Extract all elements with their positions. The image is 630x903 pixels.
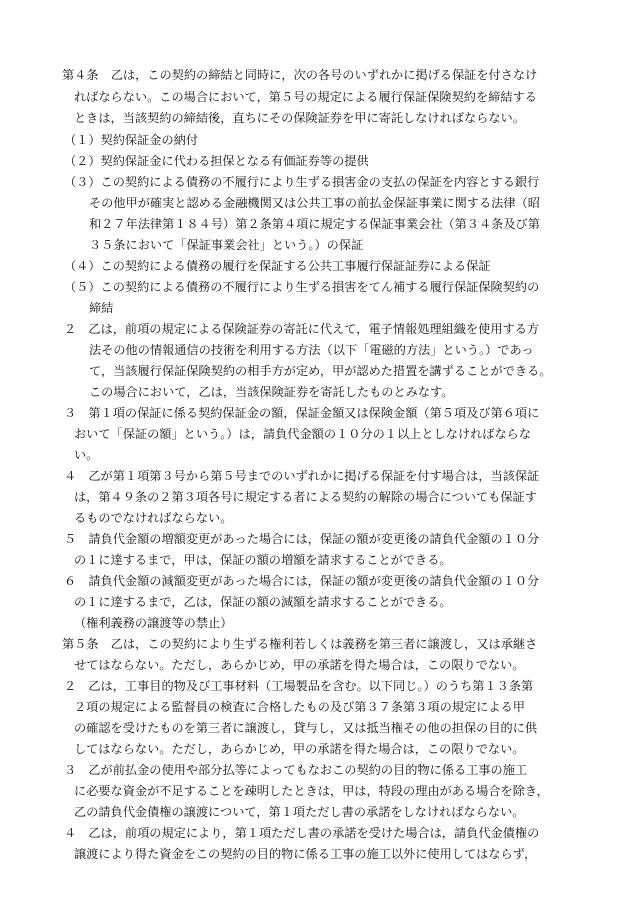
article-5-heading-line: 第５条 乙は，この契約により生ずる権利若しくは義務を第三者に譲渡し，又は承継さ: [62, 637, 538, 651]
text-line: て，当該履行保証保険契約の相手方が定め，甲が認めた措置を講ずることができる。: [89, 364, 552, 378]
text-line: 締結: [89, 301, 114, 315]
paragraph-3-line: ３ 乙が前払金の使用や部分払等によってもなおこの契約の目的物に係る工事の施工: [64, 763, 528, 777]
paragraph-2-line: ２ 乙は，工事目的物及び工事材料（工場製品を含む。以下同じ。）のうち第１３条第: [64, 679, 534, 693]
paragraph-3-line: ３ 第１項の保証に係る契約保証金の額，保証金額又は保険金額（第５項及び第６項に: [64, 406, 540, 420]
list-item-4: （４）この契約による債務の履行を保証する公共工事履行保証証券による保証: [64, 259, 491, 273]
paragraph-4-line: ４ 乙は，前項の規定により，第１項ただし書の承諾を受けた場合は，請負代金債権の: [64, 826, 540, 840]
text-line: ２項の規定による監督員の検査に合格したもの及び第３７条第３項の規定による甲: [74, 700, 525, 714]
paragraph-5-line: ５ 請負代金額の増額変更があった場合には，保証の額が変更後の請負代金額の１０分: [64, 532, 540, 546]
list-item-3: （３）この契約による債務の不履行により生ずる損害金の支払の保証を内容とする銀行: [64, 175, 540, 189]
article-4-heading-line: 第４条 乙は，この契約の締結と同時に，次の各号のいずれかに掲げる保証を付さなけ: [62, 68, 538, 82]
paragraph-4-line: ４ 乙が第１項第３号から第５号までのいずれかに掲げる保証を付す場合は，当該保証: [64, 469, 540, 483]
text-line: せてはならない。ただし，あらかじめ，甲の承諾を得た場合は，この限りでない。: [74, 658, 525, 672]
text-line: 和２７年法律第１８４号）第２条第４項に規定する保証事業会社（第３４条及び第: [89, 217, 540, 231]
text-line: に必要な資金が不足することを疎明したときは，甲は，特段の理由がある場合を除き，: [74, 784, 549, 798]
text-line: ときは，当該契約の締結後，直ちにその保険証券を甲に寄託しなければならない。: [74, 111, 525, 125]
text-line: い。: [74, 448, 99, 462]
text-line: 乙の請負代金債権の譲渡について，第１項ただし書の承諾をしなければならない。: [74, 805, 525, 819]
text-line: 譲渡により得た資金をこの契約の目的物に係る工事の施工以外に使用してはならず，: [74, 847, 537, 861]
text-line: ればならない。この場合において，第５号の規定による履行保証保険契約を締結する: [74, 90, 537, 104]
text-line: の確認を受けたものを第三者に譲渡し，貸与し，又は抵当権その他の担保の目的に供: [74, 721, 538, 735]
article-5-caption: （権利義務の譲渡等の禁止）: [74, 616, 233, 630]
text-line: は，第４９条の２第３項各号に規定する者による契約の解除の場合についても保証す: [74, 490, 537, 504]
text-line: その他甲が確実と認める金融機関又は公共工事の前払金保証事業に関する法律（昭: [89, 196, 540, 210]
text-line: この場合において，乙は，当該保険証券を寄託したものとみなす。: [89, 385, 454, 399]
text-line: の１に達するまで，乙は，保証の額の減額を請求することができる。: [74, 595, 452, 609]
text-line: ３５条において「保証事業会社」という。）の保証: [89, 238, 364, 252]
list-item-5: （５）この契約による債務の不履行により生ずる損害をてん補する履行保証保険契約の: [64, 280, 540, 294]
paragraph-6-line: ６ 請負代金額の減額変更があった場合には，保証の額が変更後の請負代金額の１０分: [64, 574, 540, 588]
text-line: してはならない。ただし，あらかじめ，甲の承諾を得た場合は，この限りでない。: [74, 742, 525, 756]
text-line: おいて「保証の額」という。）は，請負代金額の１０分の１以上としなければならな: [74, 427, 532, 441]
list-item-1: （１）契約保証金の納付: [64, 133, 199, 147]
text-line: 法その他の情報通信の技術を利用する方法（以下「電磁的方法」という。）であっ: [89, 343, 534, 357]
text-line: の１に達するまで，甲は，保証の額の増額を請求することができる。: [74, 553, 452, 567]
paragraph-2-line: ２ 乙は，前項の規定による保険証券の寄託に代えて，電子情報処理組織を使用する方: [64, 322, 540, 336]
list-item-2: （２）契約保証金に代わる担保となる有価証券等の提供: [64, 154, 369, 168]
text-line: るものでなければならない。: [74, 511, 233, 525]
